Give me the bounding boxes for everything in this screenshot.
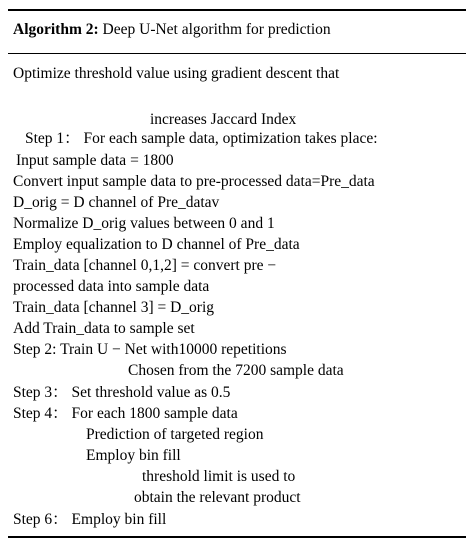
algorithm-line: Employ equalization to D channel of Pre_data — [13, 236, 300, 253]
algorithm-line: threshold limit is used to — [142, 468, 296, 485]
algorithm-label: Algorithm 2: — [13, 21, 99, 38]
algorithm-line: D_orig = D channel of Pre_datav — [13, 194, 220, 211]
algorithm-line: Chosen from the 7200 sample data — [128, 362, 344, 379]
algorithm-line: Step 3： Set threshold value as 0.5 — [13, 384, 231, 401]
algorithm-line: Prediction of targeted region — [86, 426, 264, 443]
algorithm-line: Train_data [channel 3] = D_orig — [13, 299, 215, 316]
algorithm-line: Add Train_data to sample set — [13, 320, 195, 337]
algorithm-line: Normalize D_orig values between 0 and 1 — [13, 215, 275, 232]
algorithm-caption — [13, 21, 331, 39]
algorithm-line: increases Jaccard Index — [150, 111, 297, 128]
algorithm-line: Optimize threshold value using gradient descent that — [13, 65, 340, 82]
algorithm-line: Step 1： For each sample data, optimization takes place: — [25, 130, 378, 147]
algorithm-line: Convert input sample data to pre-processed data=Pre_data — [13, 173, 375, 190]
algorithm-line: obtain the relevant product — [134, 489, 301, 506]
algorithm-line: Step 6： Employ bin fill — [13, 511, 167, 528]
bottom-rule — [8, 536, 466, 538]
algorithm-line: Step 2: Train U − Net with10000 repetitions — [13, 341, 287, 358]
algorithm-line: processed data into sample data — [13, 278, 210, 295]
algorithm-block — [8, 0, 466, 546]
algorithm-line: Employ bin fill — [86, 447, 181, 464]
algorithm-line: Step 4： For each 1800 sample data — [13, 405, 238, 422]
top-rule — [8, 9, 466, 11]
caption-rule — [8, 53, 466, 54]
algorithm-title: Deep U-Net algorithm for prediction — [102, 21, 331, 38]
algorithm-line: Train_data [channel 0,1,2] = convert pre − — [13, 257, 277, 274]
algorithm-line: Input sample data = 1800 — [16, 152, 174, 169]
